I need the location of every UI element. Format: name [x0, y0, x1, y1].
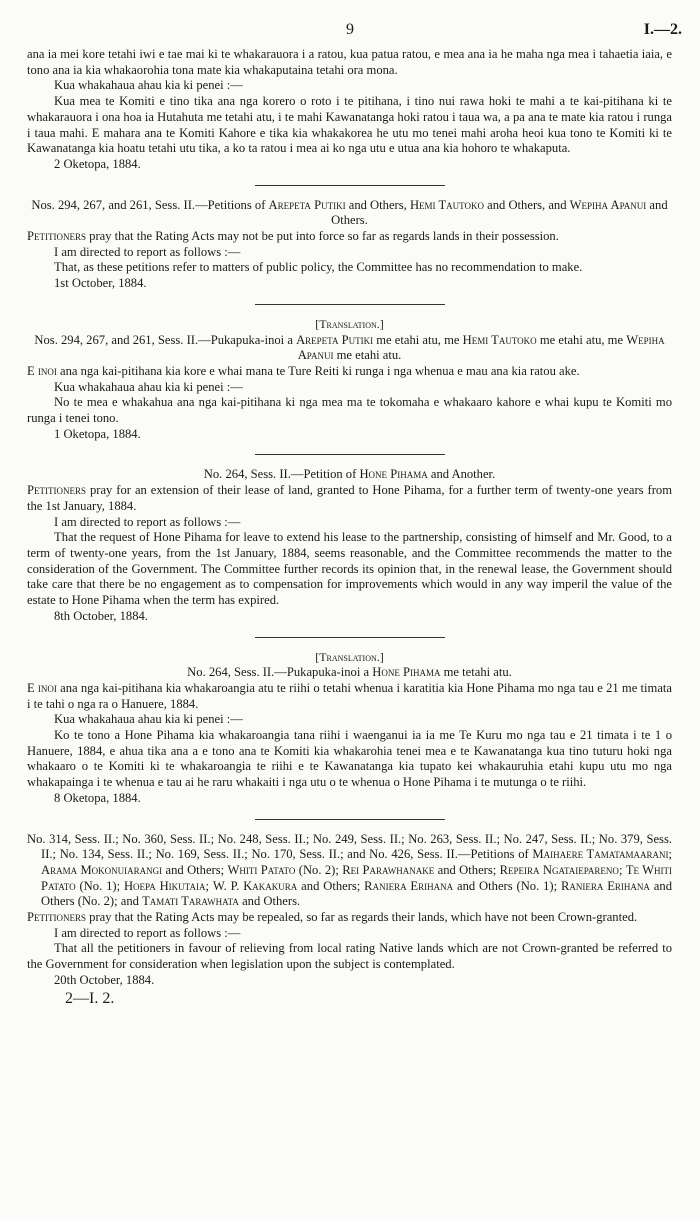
report-date: 8 Oketopa, 1884. [54, 790, 141, 805]
section-heading: No. 264, Sess. II.—Pukapuka-inoi a Hone Pihama me tetahi atu. [187, 665, 512, 680]
translation-label: [Translation.] [315, 316, 384, 331]
paragraph: Kua mea te Komiti e tino tika ana nga korero o roto i te pitihana, i tino nui rawa hoki te mahi a te kai-pitihana ki te whakarauora i ona hoa ia Hutahuta me tetahi atu, i te mahi Kawanatanga hoki ratou i taua wa, a pa ana te mate kia ratou i runga i taua mahi. E mahara ana te Komiti Kahore e tika kia whakakorea he utu mo tenei mahi aroha heoi kua tono te Komiti ki te Kawanatanga kia hoatu tetahi utu tika, a ko ta ratou i mea ai ko nga utu e utua ana kia hohoro te whakaputa. [27, 94, 672, 156]
document-id: I.—2. [643, 21, 682, 38]
section-divider [255, 637, 445, 638]
paragraph: I am directed to report as follows :— [54, 925, 241, 940]
petition-section [27, 198, 672, 292]
paragraph: Ko te tono a Hone Pihama kia whakaroangia tana riihi i waenganui ia ia me Te Kuru mo nga tau e 21 timata i te 1 o Hanuere, 1884, e ahua tika ana a e tono ana te Komiti kia whakarohia tenei mea e te Kawanatanga kua tino tuturu hoki nga whakaaro o te Komiti ki te whakaroangia te riihi e te Kawanatanga kia tupato kei whakauruhia etahi kupu utu mo nga whakapainga i te whenua e tau ai he raru whakaiti i nga utu o te whenua o Hone Pihama i te mutunga o te riihi. [27, 728, 672, 790]
paragraph: E inoi ana nga kai-pitihana kia whakaroangia atu te riihi o tetahi whenua i karatitia kia Hone Pihama mo nga tau e 21 me timata i te tahi o nga ra o Hanuere, 1884. [27, 680, 673, 711]
report-date: 1 Oketopa, 1884. [54, 426, 141, 441]
paragraph: Petitioners pray that the Rating Acts may be repealed, so far as regards their lands, which have not been Crown-granted. [27, 910, 638, 925]
paragraph: E inoi ana nga kai-pitihana kia kore e whai mana te Ture Reiti ki runga i nga whenua e mau ana kia ratou ake. [27, 363, 580, 378]
paragraph: No te mea e whakahua ana nga kai-pitihana ki nga mea ma te tokomaha e whakaaro kahore e whai kupu te Komiti mo runga i tenei tono. [27, 395, 672, 426]
continued-report [27, 47, 672, 173]
report-date: 1st October, 1884. [54, 276, 147, 291]
signature-mark: 2—I. 2. [65, 989, 115, 1007]
petition-section [27, 832, 672, 989]
paragraph: That the request of Hone Pihama for leave to extend his lease to the partnership, consisting of himself and Mr. Good, to a term of twenty-one years, from the 1st January, 1884, seems reasonable, and the Committee recommends the matter to the consideration of the Government. The Committee further records its opinion that, in the renewal lease, the Government should take care that there be no engagement as to compensation for improvements which would in any way imperil the value of the estate to Hone Pihama when the term has expired. [27, 530, 672, 608]
translation-section [27, 650, 672, 807]
paragraph: ana ia mei kore tetahi iwi e tae mai ki te whakarauora i a ratou, kua patua ratou, e mea ana ia he maha nga mea i tahaetia iaia, e tono ana ia kia whakaorohia tona mate kia whakaputaina tetahi ora mona. [27, 47, 672, 77]
paragraph: Kua whakahaua ahau kia ki penei :— [54, 712, 243, 727]
section-divider [255, 819, 445, 820]
report-date: 8th October, 1884. [54, 608, 148, 623]
paragraph: Kua whakahaua ahau kia ki penei :— [54, 78, 243, 93]
section-divider [255, 454, 445, 455]
petition-section [27, 467, 672, 624]
paragraph: I am directed to report as follows :— [54, 514, 241, 529]
paragraph: Petitioners pray that the Rating Acts may not be put into force so far as regards lands in their possession. [27, 229, 559, 244]
paragraph: That, as these petitions refer to matters of public policy, the Committee has no recommendation to make. [54, 260, 583, 275]
paragraph: Kua whakahaua ahau kia ki penei :— [54, 379, 243, 394]
section-heading: No. 264, Sess. II.—Petition of Hone Pihama and Another. [203, 467, 496, 482]
section-divider [255, 304, 445, 305]
paragraph: I am directed to report as follows :— [54, 244, 241, 259]
page-body [27, 47, 672, 1006]
report-date: 20th October, 1884. [54, 972, 155, 987]
paragraph: That all the petitioners in favour of relieving from local rating Native lands which are not Crown-granted be referred to the Government for consideration when legislation upon the subject is contemplated. [27, 941, 672, 972]
page-header [0, 22, 700, 42]
section-divider [255, 185, 445, 186]
translation-label: [Translation.] [315, 649, 384, 664]
section-heading: No. 314, Sess. II.; No. 360, Sess. II.; No. 248, Sess. II.; No. 249, Sess. II.; No. 263, Sess. II.; No. 247, Sess. II.; No. 379, Sess. II.; No. 134, Sess. II.; No. 169, Sess. II.; No. 170, Sess. II.; and No. 426, Sess. II.—Petitions of Maihaere Tamatamaarani; Arama Mokonuiarangi and Others; Whiti Patato (No. 2); Rei Parawhanake and Others; Repeira Ngataiepareno; Te Whiti Patato (No. 1); Hoepa Hikutaia; W. P. Kakakura and Others; Raniera Erihana and Others (No. 1); Raniera Erihana and Others (No. 2); and Tamati Tarawhata and Others. [27, 831, 673, 909]
translation-section [27, 317, 672, 443]
section-heading: Nos. 294, 267, and 261, Sess. II.—Pukapuka-inoi a Arepeta Putiki me etahi atu, me Hemi Tautoko me etahi atu, me Wepiha Apanui me etahi atu. [34, 332, 665, 363]
page-number: 9 [346, 21, 354, 38]
section-heading: Nos. 294, 267, and 261, Sess. II.—Petitions of Arepeta Putiki and Others, Hemi Tautoko and Others, and Wepiha Apanui and Others. [31, 197, 668, 228]
report-date: 2 Oketopa, 1884. [54, 156, 141, 171]
paragraph: Petitioners pray for an extension of their lease of land, granted to Hone Pihama, for a further term of twenty-one years from the 1st January, 1884. [27, 483, 672, 513]
